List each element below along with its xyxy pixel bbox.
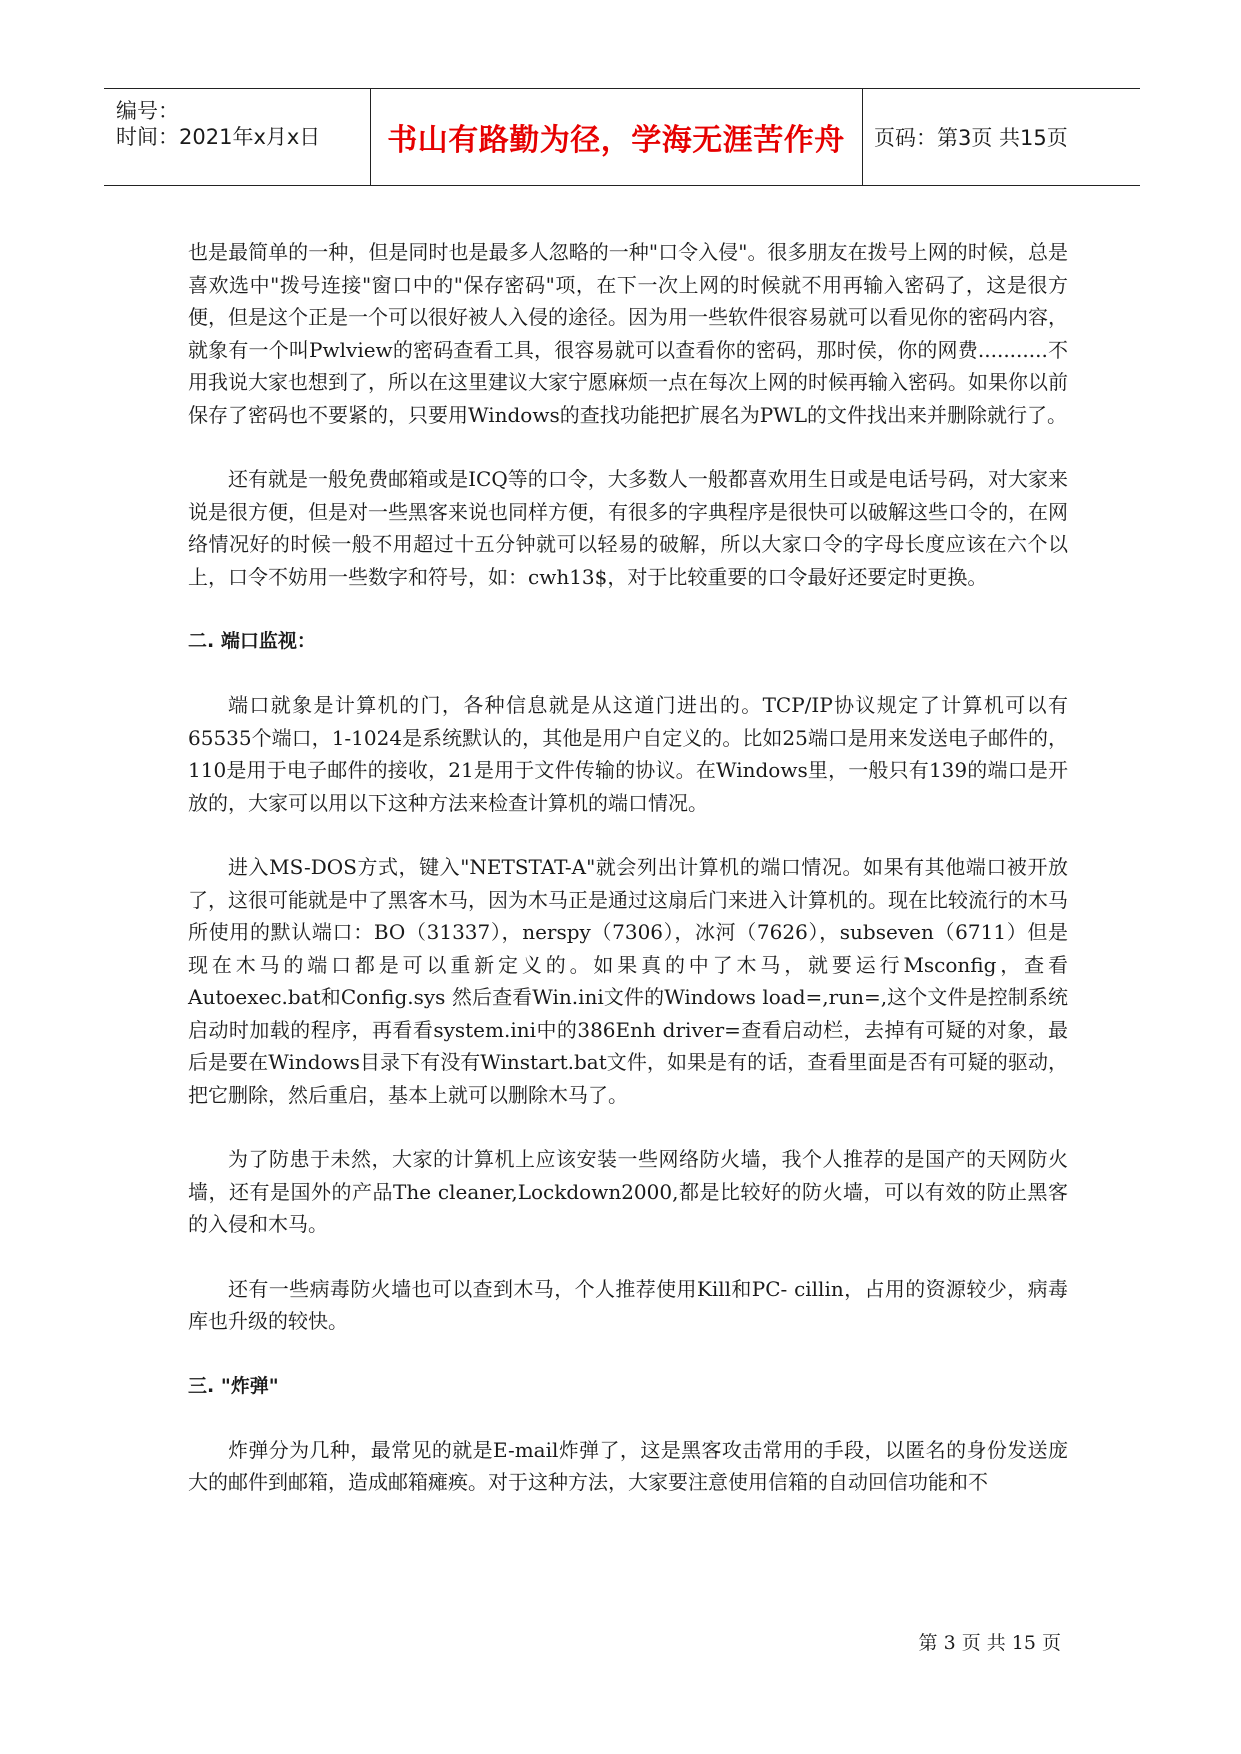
header-page-label: 页码：第3页 共15页 <box>874 126 1068 150</box>
paragraph: 还有一些病毒防火墙也可以查到木马，个人推荐使用Kill和PC- cillin，占用的资源较少，病毒库也升级的较快。 <box>188 1276 1068 1333</box>
header-left-cell <box>104 89 371 185</box>
paragraph: 为了防患于未然，大家的计算机上应该安装一些网络防火墙，我个人推荐的是国产的天网防火墙，还有是国外的产品The cleaner,Lockdown2000,都是比较好的防火墙，可以有效的防止黑客的入侵和木马。 <box>188 1147 1068 1236</box>
doc-time-label: 时间：2021年x月x日 <box>116 125 321 149</box>
paragraph: 进入MS-DOS方式，键入"NETSTAT-A"就会列出计算机的端口情况。如果有其他端口被开放了，这很可能就是中了黑客木马，因为木马正是通过这扇后门来进入计算机的。现在比较流行的木马所使用的默认端口：BO（31337），nerspy（7306），冰河（7626），subseven（6711）但是现在木马的端口都是可以重新定义的。如果真的中了木马，就要运行Msconfig，查看Autoexec.bat和Config.sys 然后查看Win.ini文件的Windows load=,run=,这个文件是控制系统启动时加载的程序，再看看system.ini中的386Enh driver=查看启动栏，去掉有可疑的对象，最后是要在Windows目录下有没有Winstart.bat文件，如果是有的话，查看里面是否有可疑的驱动，把它删除，然后重启，基本上就可以删除木马了。 <box>188 855 1068 1107</box>
paragraph: 也是最简单的一种，但是同时也是最多人忽略的一种"口令入侵"。很多朋友在拨号上网的时候，总是喜欢选中"拨号连接"窗口中的"保存密码"项，在下一次上网的时候就不用再输入密码了，这是很方便，但是这个正是一个可以很好被人入侵的途径。因为用一些软件很容易就可以看见你的密码内容，就象有一个叫Pwlview的密码查看工具，很容易就可以查看你的密码，那时侯，你的网费...........不用我说大家也想到了，所以在这里建议大家宁愿麻烦一点在每次上网的时候再输入密码。如果你以前保存了密码也不要紧的，只要用Windows的查找功能把扩展名为PWL的文件找出来并删除就行了。 <box>188 240 1068 427</box>
header-motto: 书山有路勤为径，学海无涯苦作舟 <box>387 123 845 158</box>
document-body <box>188 236 1068 1531</box>
page-footer: 第 3 页 共 15 页 <box>918 1632 1061 1654</box>
header-right-cell <box>874 89 1140 185</box>
doc-number-label: 编号： <box>116 99 179 123</box>
section-heading-bomb: 三. "炸弹" <box>188 1374 279 1397</box>
header-motto-cell <box>370 89 863 185</box>
paragraph: 炸弹分为几种，最常见的就是E-mail炸弹了，这是黑客攻击常用的手段，以匿名的身份发送庞大的邮件到邮箱，造成邮箱瘫痪。对于这种方法，大家要注意使用信箱的自动回信功能和不 <box>188 1437 1068 1494</box>
section-heading-port-monitor: 二. 端口监视： <box>188 630 316 652</box>
page-header <box>104 88 1140 186</box>
paragraph: 端口就象是计算机的门，各种信息就是从这道门进出的。TCP/IP协议规定了计算机可以有65535个端口，1-1024是系统默认的，其他是用户自定义的。比如25端口是用来发送电子邮件的，110是用于电子邮件的接收，21是用于文件传输的协议。在Windows里，一般只有139的端口是开放的，大家可以用以下这种方法来检查计算机的端口情况。 <box>188 693 1068 815</box>
paragraph: 还有就是一般免费邮箱或是ICQ等的口令，大多数人一般都喜欢用生日或是电话号码，对大家来说是很方便，但是对一些黑客来说也同样方便，有很多的字典程序是很快可以破解这些口令的，在网络情况好的时候一般不用超过十五分钟就可以轻易的破解，所以大家口令的字母长度应该在六个以上，口令不妨用一些数字和符号，如：cwh13$，对于比较重要的口令最好还要定时更换。 <box>188 467 1068 589</box>
